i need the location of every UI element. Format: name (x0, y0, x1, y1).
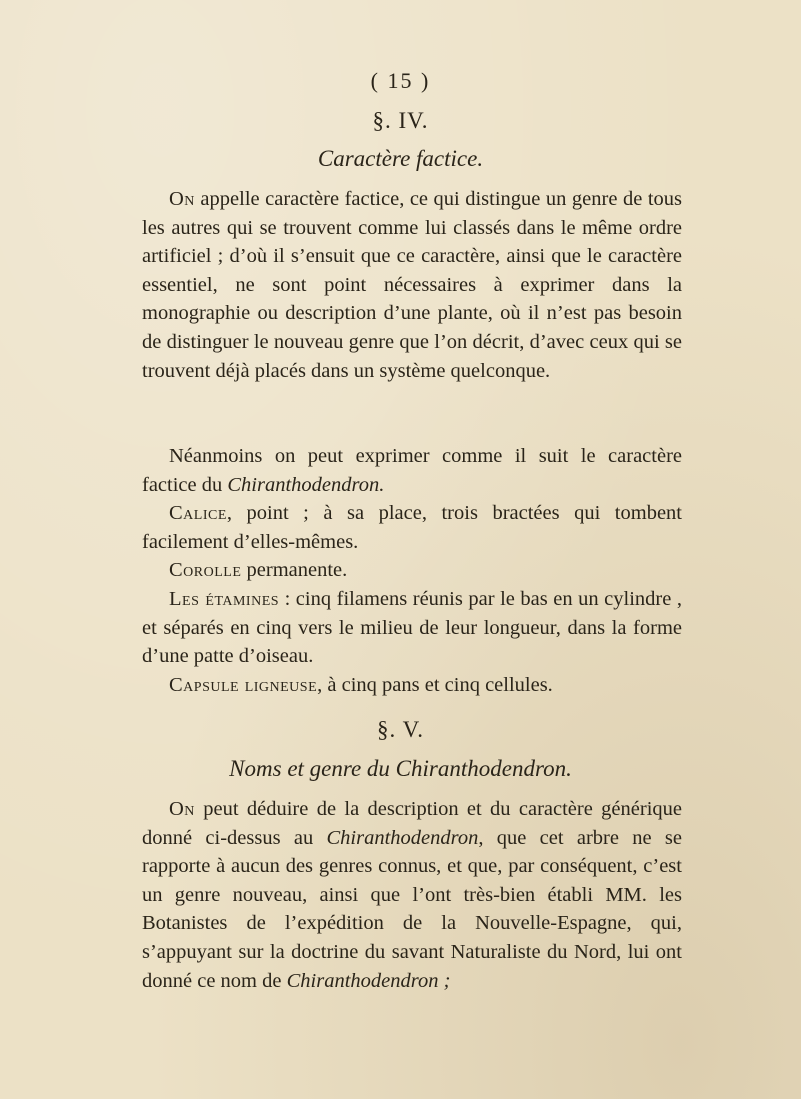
genus-name: Chiranthodendron (326, 826, 479, 849)
paragraph-definition (142, 185, 682, 385)
paragraph-text: : cinq filamens réunis par le bas en un cylindre , et séparés en cinq vers le milieu de leur longueur, dans la forme d’une patte d’oiseau. (142, 588, 682, 668)
paragraph-text: appelle caractère factice, ce qui distingue un genre de tous les autres qui se trouvent comme lui classés dans le même ordre artificiel ; d’où il s’ensuit que ce caractère, ainsi que le caractère essentiel, ne sont point nécessaires à exprimer dans la monographie ou description d’une plante, où il n’est pas besoin de distinguer le nouveau genre que l’on décrit, d’avec ceux qui se trouvent déjà placés dans un système quelconque. (142, 188, 682, 382)
paragraph-noms (142, 795, 682, 995)
section-heading-v: §. V. (377, 717, 424, 742)
section-title-noms-et-genre: Noms et genre du Chiranthodendron. (229, 756, 572, 781)
paragraph-lead-word: Corolle (169, 559, 242, 581)
paragraph-capsule (142, 671, 682, 700)
genus-name: Chiranthodendron. (227, 473, 385, 496)
paragraph-lead-word: On (169, 798, 195, 820)
paragraph-text: , point ; à sa place, trois bractées qui tombent facilement d’elles-mêmes. (142, 502, 682, 553)
section-title-caractere-factice: Caractère factice. (317, 146, 484, 171)
paragraph-neanmoins (142, 442, 682, 499)
paragraph-corolle (142, 556, 682, 585)
paragraph-text: Néanmoins on peut exprimer comme il suit le caractère factice du (142, 445, 682, 496)
paragraph-text: , que cet arbre ne se rapporte à aucun des genres connus, et que, par conséquent, c’est un genre nouveau, ainsi que l’ont très-bien établi MM. les Botanistes de l’expédition de la Nouvelle-Espagne, qui, s’appuyant sur la doctrine du savant Naturaliste du Nord, lui ont donné ce nom de (142, 826, 682, 992)
section-heading-iv: §. IV. (372, 108, 429, 133)
paragraph-calice (142, 499, 682, 556)
paragraph-text: , à cinq pans et cinq cellules. (317, 674, 553, 696)
paragraph-lead-word: Les étamines (169, 588, 280, 610)
genus-name: Chiranthodendron ; (286, 969, 451, 992)
paragraph-lead-word: Capsule ligneuse (169, 674, 318, 696)
paragraph-text: permanente. (241, 559, 348, 581)
paragraph-lead-word: On (169, 188, 195, 210)
page-number: ( 15 ) (370, 68, 431, 93)
paragraph-text: peut déduire de la description et du caractère générique donné ci-dessus au (142, 798, 682, 849)
paragraph-lead-word: Calice (169, 502, 227, 524)
paragraph-etamines (142, 585, 682, 671)
